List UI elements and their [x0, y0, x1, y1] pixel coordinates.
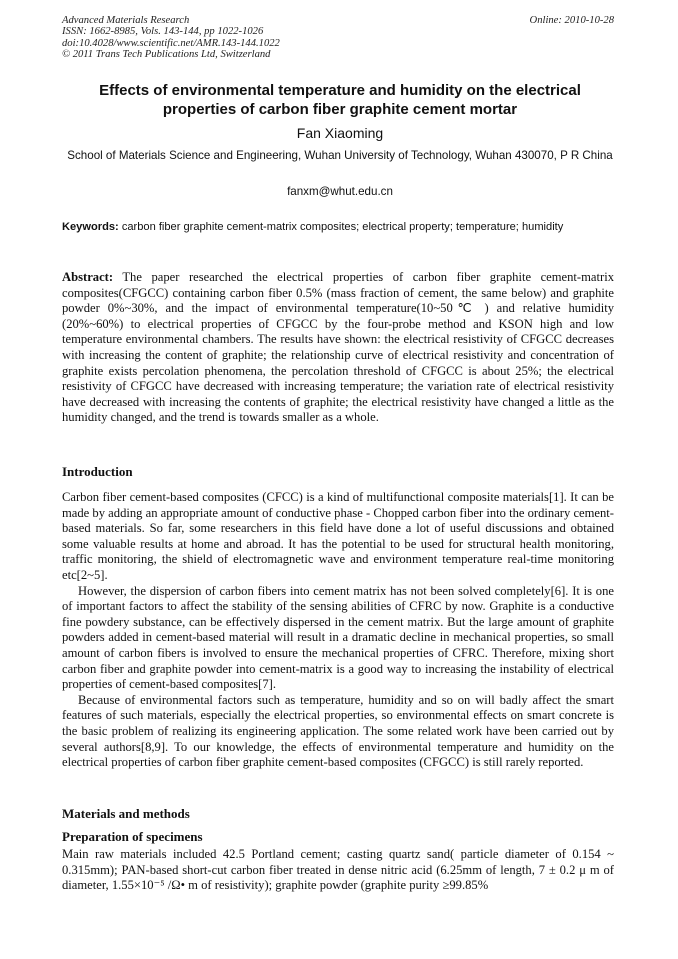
abstract	[62, 270, 614, 426]
paper-title: Effects of environmental temperature and humidity on the electrical properties of carbon fiber graphite cement mortar	[99, 82, 581, 118]
author-affiliation: School of Materials Science and Engineering, Wuhan University of Technology, Wuhan 430070, P R China	[67, 149, 613, 162]
issn-line: ISSN: 1662-8985, Vols. 143-144, pp 1022-1026	[62, 26, 264, 38]
introduction-body	[62, 490, 614, 771]
materials-text: Main raw materials included 42.5 Portland cement; casting quartz sand( particle diameter of 0.154 ~ 0.315mm); PAN-based short-cut carbon fiber treated in dense nitric acid (6.25mm of length, 7 ± 0.2 μ m of diameter, 1.55×10⁻⁵ /Ω• m of resistivity); graphite powder (graphite purity ≥99.85%	[62, 847, 614, 893]
copyright-line: © 2011 Trans Tech Publications Ltd, Switzerland	[62, 48, 271, 60]
preparation-subheading: Preparation of specimens	[62, 829, 203, 844]
keywords	[62, 220, 612, 235]
doi-line: doi:10.4028/www.scientific.net/AMR.143-144.1022	[62, 37, 280, 49]
keywords-text: carbon fiber graphite cement-matrix composites; electrical property; temperature; humidity	[121, 221, 564, 233]
materials-heading: Materials and methods	[62, 806, 190, 821]
abstract-text: The paper researched the electrical properties of carbon fiber graphite cement-matrix composites(CFGCC) containing carbon fiber 0.5% (mass fraction of cement, the same below) and graphite powder 0%~30%, and the impact of environmental temperature(10~50℃ ) and relative humidity (20%~60%) to electrical properties of CFGCC by the four-probe method and KSON high and low temperature environmental chambers. The results have shown: the electrical resistivity of CFGCC decreases with increasing the content of graphite; the relationship curve of electrical resistivity and concentration of graphite exists percolation phenomena, the percolation threshold of CFGCC is about 25%; the electrical resistivity of CFGCC have decreased with increasing temperature; the variation rate of electrical resistivity have decreased with increasing the contents of graphite; the electrical resistivity have changed a little as the humidity changed, and the trend is towards smaller as a whole.	[62, 270, 614, 425]
author-email: fanxm@whut.edu.cn	[287, 185, 393, 198]
online-date: Online: 2010-10-28	[529, 15, 614, 26]
introduction-heading: Introduction	[62, 464, 133, 479]
journal-header	[62, 15, 618, 60]
intro-paragraph: Because of environmental factors such as temperature, humidity and so on will badly affect the smart features of such materials, especially the electrical properties, so environmental effects on smart concrete is the basic problem of realizing its engineering application. The some related work have been carried out by several authors[8,9]. To our knowledge, the effects of environmental temperature and humidity on the electrical properties of carbon fiber graphite cement-based composites (CFGCC) is still rarely reported.	[62, 692, 614, 770]
intro-paragraph: Carbon fiber cement-based composites (CFCC) is a kind of multifunctional composite materials[1]. It can be made by adding an appropriate amount of conductive phase - Chopped carbon fiber into the ordinary cement-based materials. So far, some researchers in this field have done a lot of useful discussions and obtained some valuable results at home and abroad. It has the potential to be used for structural health monitoring, traffic monitoring, the shield of electromagnetic wave and environment temperature real-time monitoring etc[2~5].	[62, 490, 614, 582]
intro-paragraph: However, the dispersion of carbon fibers into cement matrix has not been solved completely[6]. It is one of important factors to affect the stability of the sensing abilities of CFRC by now. Graphite is a conductive fine powdery substance, can be effectively dispersed in the cement matrix. But the large amount of graphite powders added in cement-based material will result in a dramatic decline in mechanical properties, so small amount of carbon fibers is involved to ensure the mechanical properties of CFRC. Therefore, mixing short carbon fiber and graphite powder into cement-matrix is a good way to increasing the instability of electrical properties of cement-based composites[7].	[62, 583, 614, 692]
journal-name: Advanced Materials Research	[62, 15, 190, 26]
keywords-label: Keywords:	[62, 221, 119, 233]
paper-author: Fan Xiaoming	[296, 125, 384, 141]
abstract-label: Abstract:	[62, 270, 114, 284]
